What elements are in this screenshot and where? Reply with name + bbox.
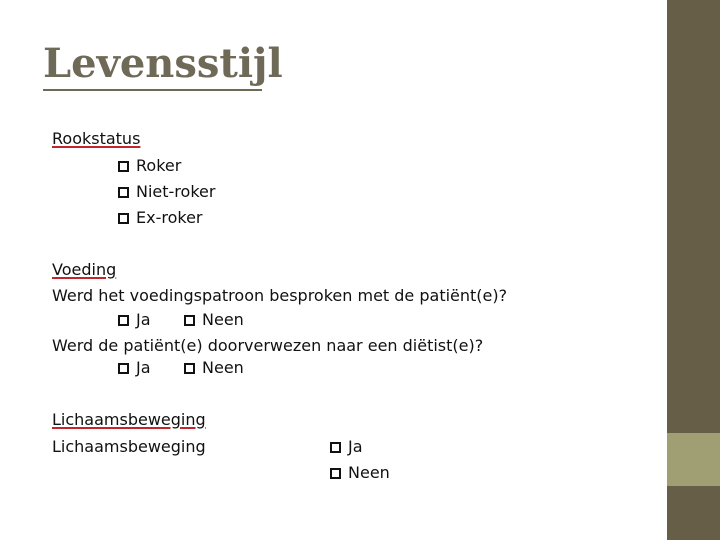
option-label: Ja <box>348 437 363 456</box>
option-roker[interactable] <box>118 156 181 176</box>
option-label: Niet-roker <box>136 182 216 201</box>
question-voedingspatroon: Werd het voedingspatroon besproken met de patiënt(e)? <box>52 286 508 305</box>
option-label: Neen <box>202 310 244 329</box>
option-dietist-ja[interactable] <box>118 358 151 378</box>
checkbox-icon[interactable] <box>118 213 129 224</box>
option-label: Ex-roker <box>136 208 203 227</box>
section-heading-lichaamsbeweging: Lichaamsbeweging <box>52 410 206 429</box>
option-lichaamsbeweging-neen[interactable] <box>330 463 390 483</box>
question-lichaamsbeweging: Lichaamsbeweging <box>52 437 206 456</box>
option-dietist-neen[interactable] <box>184 358 244 378</box>
option-voedingspatroon-neen[interactable] <box>184 310 244 330</box>
checkbox-icon[interactable] <box>118 187 129 198</box>
option-label: Ja <box>136 310 151 329</box>
title-underline <box>43 89 262 91</box>
checkbox-icon[interactable] <box>184 315 195 326</box>
option-label: Roker <box>136 156 182 175</box>
checkbox-icon[interactable] <box>330 442 341 453</box>
option-niet-roker[interactable] <box>118 182 215 202</box>
option-label: Ja <box>136 358 151 377</box>
section-heading-voeding: Voeding <box>52 260 117 279</box>
option-lichaamsbeweging-ja[interactable] <box>330 437 363 457</box>
slide-title: Levensstijl <box>43 40 283 87</box>
checkbox-icon[interactable] <box>118 161 129 172</box>
option-voedingspatroon-ja[interactable] <box>118 310 151 330</box>
option-label: Neen <box>202 358 244 377</box>
decorative-side-bar <box>667 0 720 540</box>
checkbox-icon[interactable] <box>184 363 195 374</box>
checkbox-icon[interactable] <box>118 363 129 374</box>
section-heading-rookstatus: Rookstatus <box>52 129 141 148</box>
checkbox-icon[interactable] <box>118 315 129 326</box>
decorative-side-bar-accent <box>667 433 720 486</box>
option-label: Neen <box>348 463 390 482</box>
checkbox-icon[interactable] <box>330 468 341 479</box>
option-ex-roker[interactable] <box>118 208 202 228</box>
question-dietist: Werd de patiënt(e) doorverwezen naar een diëtist(e)? <box>52 336 484 355</box>
